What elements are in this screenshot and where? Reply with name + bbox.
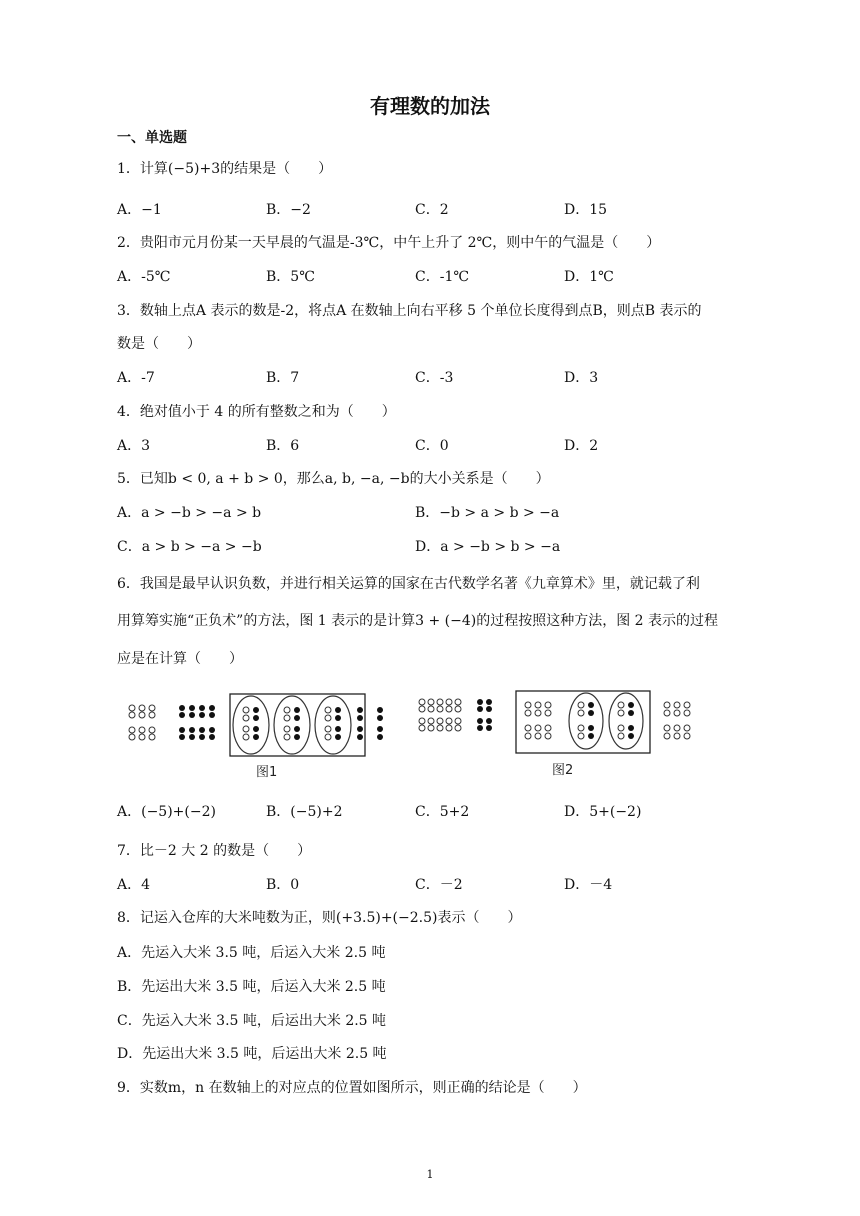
q7-option-c: C．－2 <box>415 877 463 893</box>
q5-option-a: A．a > −b > −a > b <box>117 505 262 521</box>
q8-option-c: C．先运入大米 3.5 吨，后运出大米 2.5 吨 <box>117 1013 387 1029</box>
section-heading: 一、单选题 <box>117 130 187 146</box>
counting-rods-figure <box>120 688 700 783</box>
question-9-stem: 9．实数m，n 在数轴上的对应点的位置如图所示，则正确的结论是（ ） <box>117 1080 587 1096</box>
q8-option-d: D．先运出大米 3.5 吨，后运出大米 2.5 吨 <box>117 1046 387 1062</box>
q3-option-c: C．-3 <box>415 370 454 386</box>
q8-option-b: B．先运出大米 3.5 吨，后运入大米 2.5 吨 <box>117 979 386 995</box>
q4-option-d: D．2 <box>564 438 599 454</box>
question-4-stem: 4．绝对值小于 4 的所有整数之和为（ ） <box>117 404 396 420</box>
q5-option-d: D．a > −b > b > −a <box>415 539 561 555</box>
q5-option-c: C．a > b > −a > −b <box>117 539 262 555</box>
figure-2 <box>419 691 690 778</box>
figure-2-label: 图2 <box>552 763 574 778</box>
question-8-stem: 8．记运入仓库的大米吨数为正，则(+3.5)+(−2.5)表示（ ） <box>117 910 522 926</box>
q1-option-a: A．−1 <box>117 202 162 218</box>
q2-option-d: D．1℃ <box>564 269 614 285</box>
q5-option-b: B．−b > a > b > −a <box>415 505 560 521</box>
figure-1-label: 图1 <box>256 765 278 780</box>
q1-option-c: C．2 <box>415 202 449 218</box>
q4-option-a: A．3 <box>117 438 151 454</box>
question-6-stem-line-1: 6．我国是最早认识负数，并进行相关运算的国家在古代数学名著《九章算术》里，就记载了利 <box>117 576 700 592</box>
figure-1 <box>129 694 383 780</box>
q2-option-b: B．5℃ <box>266 269 315 285</box>
q4-option-c: C．0 <box>415 438 449 454</box>
question-3-stem-line-2: 数是（ ） <box>117 336 201 352</box>
q8-option-a: A．先运入大米 3.5 吨，后运入大米 2.5 吨 <box>117 945 386 961</box>
question-5-stem: 5．已知b < 0, a + b > 0，那么a, b, −a, −b的大小关系是（ ） <box>117 471 550 487</box>
question-2-stem: 2．贵阳市元月份某一天早晨的气温是-3℃，中午上升了 2℃，则中午的气温是（ ） <box>117 235 661 251</box>
q6-option-a: A．(−5)+(−2) <box>117 804 216 820</box>
q7-option-b: B．0 <box>266 877 300 893</box>
q3-option-a: A．-7 <box>117 370 155 386</box>
q1-option-d: D．15 <box>564 202 608 218</box>
q3-option-d: D．3 <box>564 370 599 386</box>
q2-option-a: A．-5℃ <box>117 269 171 285</box>
question-7-stem: 7．比－2 大 2 的数是（ ） <box>117 843 312 859</box>
question-3-stem-line-1: 3．数轴上点A 表示的数是-2，将点A 在数轴上向右平移 5 个单位长度得到点B，则点B 表示的 <box>117 303 702 319</box>
q6-option-d: D．5+(−2) <box>564 804 642 820</box>
page-title: 有理数的加法 <box>370 94 490 118</box>
q7-option-a: A．4 <box>117 877 151 893</box>
page-number: 1 <box>426 1168 434 1181</box>
q3-option-b: B．7 <box>266 370 300 386</box>
q7-option-d: D．－4 <box>564 877 613 893</box>
q2-option-c: C．-1℃ <box>415 269 470 285</box>
question-6-stem-line-2: 用算筹实施“正负术”的方法，图 1 表示的是计算3 + (−4)的过程按照这种方法，图 2 表示的过程 <box>117 613 719 629</box>
question-6-stem-line-3: 应是在计算（ ） <box>117 651 243 667</box>
q6-option-c: C．5+2 <box>415 804 470 820</box>
q1-option-b: B．−2 <box>266 202 311 218</box>
q6-option-b: B．(−5)+2 <box>266 804 343 820</box>
q4-option-b: B．6 <box>266 438 300 454</box>
question-1-stem: 1．计算(−5)+3的结果是（ ） <box>117 161 333 177</box>
